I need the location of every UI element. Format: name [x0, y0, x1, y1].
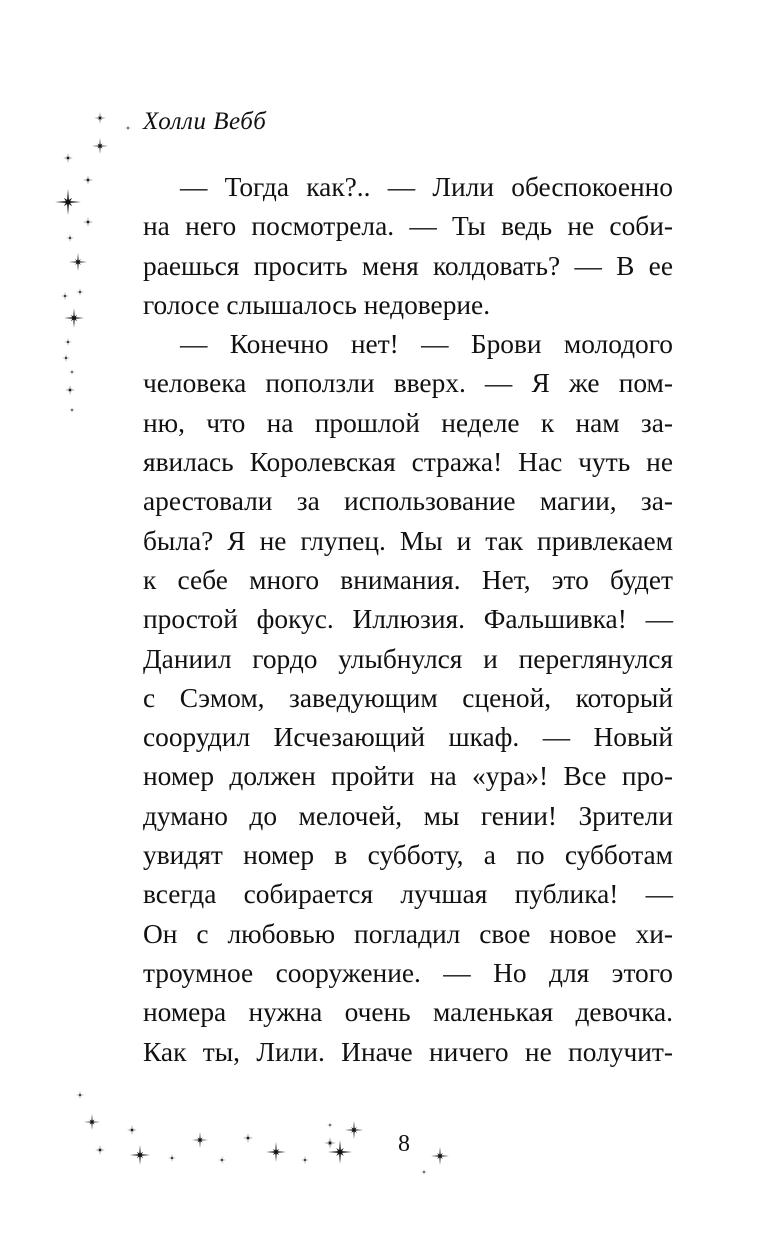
text-line: явилась Королевская стража! Нас чуть не	[143, 447, 673, 478]
sparkle-star-icon	[69, 369, 75, 375]
text-line: Он с любовью погладил свое новое хи-	[143, 918, 673, 949]
sparkle-star-icon	[324, 1137, 336, 1149]
sparkle-star-icon	[94, 112, 106, 124]
text-line: человека поползли вверх. — Я же пом-	[143, 368, 673, 399]
text-line: всегда собирается лучшая публика! —	[143, 879, 673, 910]
text-line: арестовали за использование магии, за-	[143, 486, 673, 517]
sparkle-star-icon	[301, 1156, 309, 1164]
sparkle-star-icon	[192, 1132, 208, 1148]
text-line: — Тогда как?.. — Лили обеспокоенно	[180, 172, 673, 202]
sparkle-star-icon	[327, 1122, 333, 1128]
text-line: была? Я не глупец. Мы и так привлекаем	[143, 525, 673, 556]
text-line: голосе слышалось недоверие.	[143, 289, 491, 320]
running-header: Холли Вебб	[143, 108, 267, 135]
sparkle-star-icon	[127, 1125, 137, 1135]
text-line: простой фокус. Иллюзия. Фальшивка! —	[143, 604, 673, 635]
page-number: 8	[398, 1131, 410, 1157]
sparkle-star-icon	[421, 1169, 427, 1175]
sparkle-star-icon	[125, 125, 131, 131]
sparkle-star-icon	[243, 1133, 253, 1143]
sparkle-star-icon	[168, 1154, 176, 1162]
sparkle-star-icon	[66, 234, 74, 242]
sparkle-star-icon	[218, 1156, 226, 1164]
text-line: ню, что на прошлой неделе к нам за-	[143, 407, 673, 438]
text-line: с Сэмом, заведующим сценой, который	[143, 682, 673, 713]
text-line: соорудил Исчезающий шкаф. — Новый	[143, 722, 673, 753]
sparkle-star-icon	[61, 292, 69, 300]
sparkle-star-icon	[64, 338, 72, 346]
text-line: Как ты, Лили. Иначе ничего не получит-	[143, 1036, 673, 1067]
sparkle-star-icon	[345, 1121, 363, 1139]
sparkle-star-icon	[64, 308, 84, 328]
sparkle-star-icon	[95, 1145, 105, 1155]
sparkle-star-icon	[55, 189, 81, 215]
sparkle-star-icon	[431, 1147, 449, 1165]
text-line: номер должен пройти на «ура»! Все про-	[143, 761, 673, 792]
sparkle-star-icon	[76, 1091, 84, 1099]
sparkle-star-icon	[76, 288, 84, 296]
text-line: раешься просить меня колдовать? — В ее	[143, 250, 673, 281]
text-line: номера нужна очень маленькая девочка.	[143, 997, 673, 1028]
sparkle-star-icon	[62, 354, 70, 362]
sparkle-star-icon	[130, 1145, 150, 1165]
sparkle-star-icon	[83, 175, 93, 185]
text-line: думано до мелочей, мы гении! Зрители	[143, 800, 673, 831]
sparkle-star-icon	[266, 1142, 286, 1162]
text-line: на него посмотрела. — Ты ведь не соби-	[143, 211, 673, 242]
sparkle-star-icon	[328, 1140, 352, 1164]
sparkle-star-icon	[63, 153, 73, 163]
sparkle-star-icon	[65, 385, 75, 395]
text-line: к себе много внимания. Нет, это будет	[143, 564, 673, 595]
sparkle-star-icon	[84, 1114, 100, 1130]
sparkle-star-icon	[69, 407, 75, 413]
text-line: — Конечно нет! — Брови молодого	[180, 329, 673, 360]
sparkle-star-icon	[92, 138, 108, 154]
sparkle-star-icon	[83, 217, 93, 227]
text-line: Даниил гордо улыбнулся и переглянулся	[143, 643, 673, 674]
text-line: увидят номер в субботу, а по субботам	[143, 840, 673, 871]
sparkle-star-icon	[69, 253, 87, 271]
text-line: троумное сооружение. — Но для этого	[143, 957, 673, 988]
